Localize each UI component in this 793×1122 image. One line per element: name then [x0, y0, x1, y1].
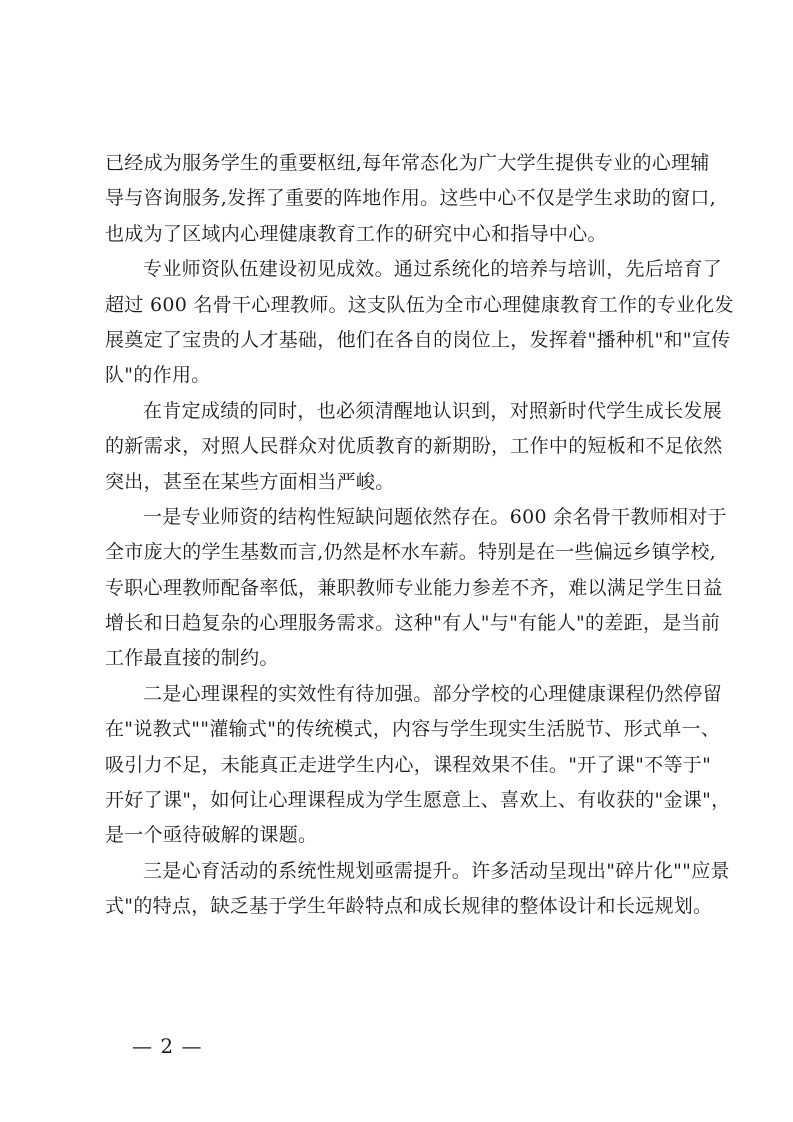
paragraph-line: 二是心理课程的实效性有待加强。部分学校的心理健康课程仍然停留 [143, 682, 723, 705]
paragraph-line: 全市庞大的学生基数而言,仍然是杯水车薪。特别是在一些偏远乡镇学校, [105, 541, 716, 564]
paragraph-line: 工作最直接的制约。 [105, 647, 279, 670]
paragraph-line: 展奠定了宝贵的人才基础，他们在各自的岗位上，发挥着"播种机"和"宣传 [105, 328, 731, 351]
paragraph-4 [105, 500, 727, 677]
paragraph-line: 的新需求，对照人民群众对优质教育的新期盼，工作中的短板和不足依然 [105, 435, 723, 458]
paragraph-line: 三是心育活动的系统性规划亟需提升。许多活动呈现出"碎片化""应景 [143, 859, 730, 882]
paragraph-line: 队"的作用。 [105, 364, 211, 387]
paragraph-line: 突出，甚至在某些方面相当严峻。 [105, 470, 395, 493]
paragraph-5 [105, 677, 731, 854]
paragraph-line: 增长和日趋复杂的心理服务需求。这种"有人"与"有能人"的差距，是当前 [105, 612, 721, 635]
paragraph-line: 专职心理教师配备率低，兼职教师专业能力参差不齐，难以满足学生日益 [105, 576, 723, 599]
paragraph-line: 也成为了区域内心理健康教育工作的研究中心和指导中心。 [105, 222, 607, 245]
paragraph-6 [105, 854, 730, 925]
paragraph-line: 是一个亟待破解的课题。 [105, 824, 318, 847]
paragraph-line: 在肯定成绩的同时，也必须清醒地认识到，对照新时代学生成长发展 [143, 399, 723, 422]
paragraph-line: 专业师资队伍建设初见成效。通过系统化的培养与培训，先后培育了 [143, 258, 723, 281]
paragraph-line: 一是专业师资的结构性短缺问题依然存在。600 余名骨干教师相对于 [143, 505, 727, 528]
paragraph-3 [105, 394, 723, 500]
paragraph-line: 吸引力不足，未能真正走进学生内心，课程效果不佳。"开了课"不等于" [105, 753, 712, 776]
paragraph-2 [105, 252, 734, 394]
body-text [105, 146, 734, 925]
paragraph-line: 导与咨询服务,发挥了重要的阵地作用。这些中心不仅是学生求助的窗口, [105, 187, 716, 210]
page-number: — 2 — [132, 1034, 203, 1058]
paragraph-line: 式"的特点，缺乏基于学生年龄特点和成长规律的整体设计和长远规划。 [105, 895, 713, 918]
paragraph-line: 在"说教式""灌输式"的传统模式，内容与学生现实生活脱节、形式单一、 [105, 718, 721, 741]
paragraph-line: 已经成为服务学生的重要枢纽,每年常态化为广大学生提供专业的心理辅 [105, 152, 710, 174]
paragraph-line: 开好了课"，如何让心理课程成为学生愿意上、喜欢上、有收获的"金课"， [105, 789, 731, 812]
paragraph-line: 超过 600 名骨干心理教师。这支队伍为全市心理健康教育工作的专业化发 [105, 293, 734, 316]
paragraph-1 [105, 146, 716, 252]
